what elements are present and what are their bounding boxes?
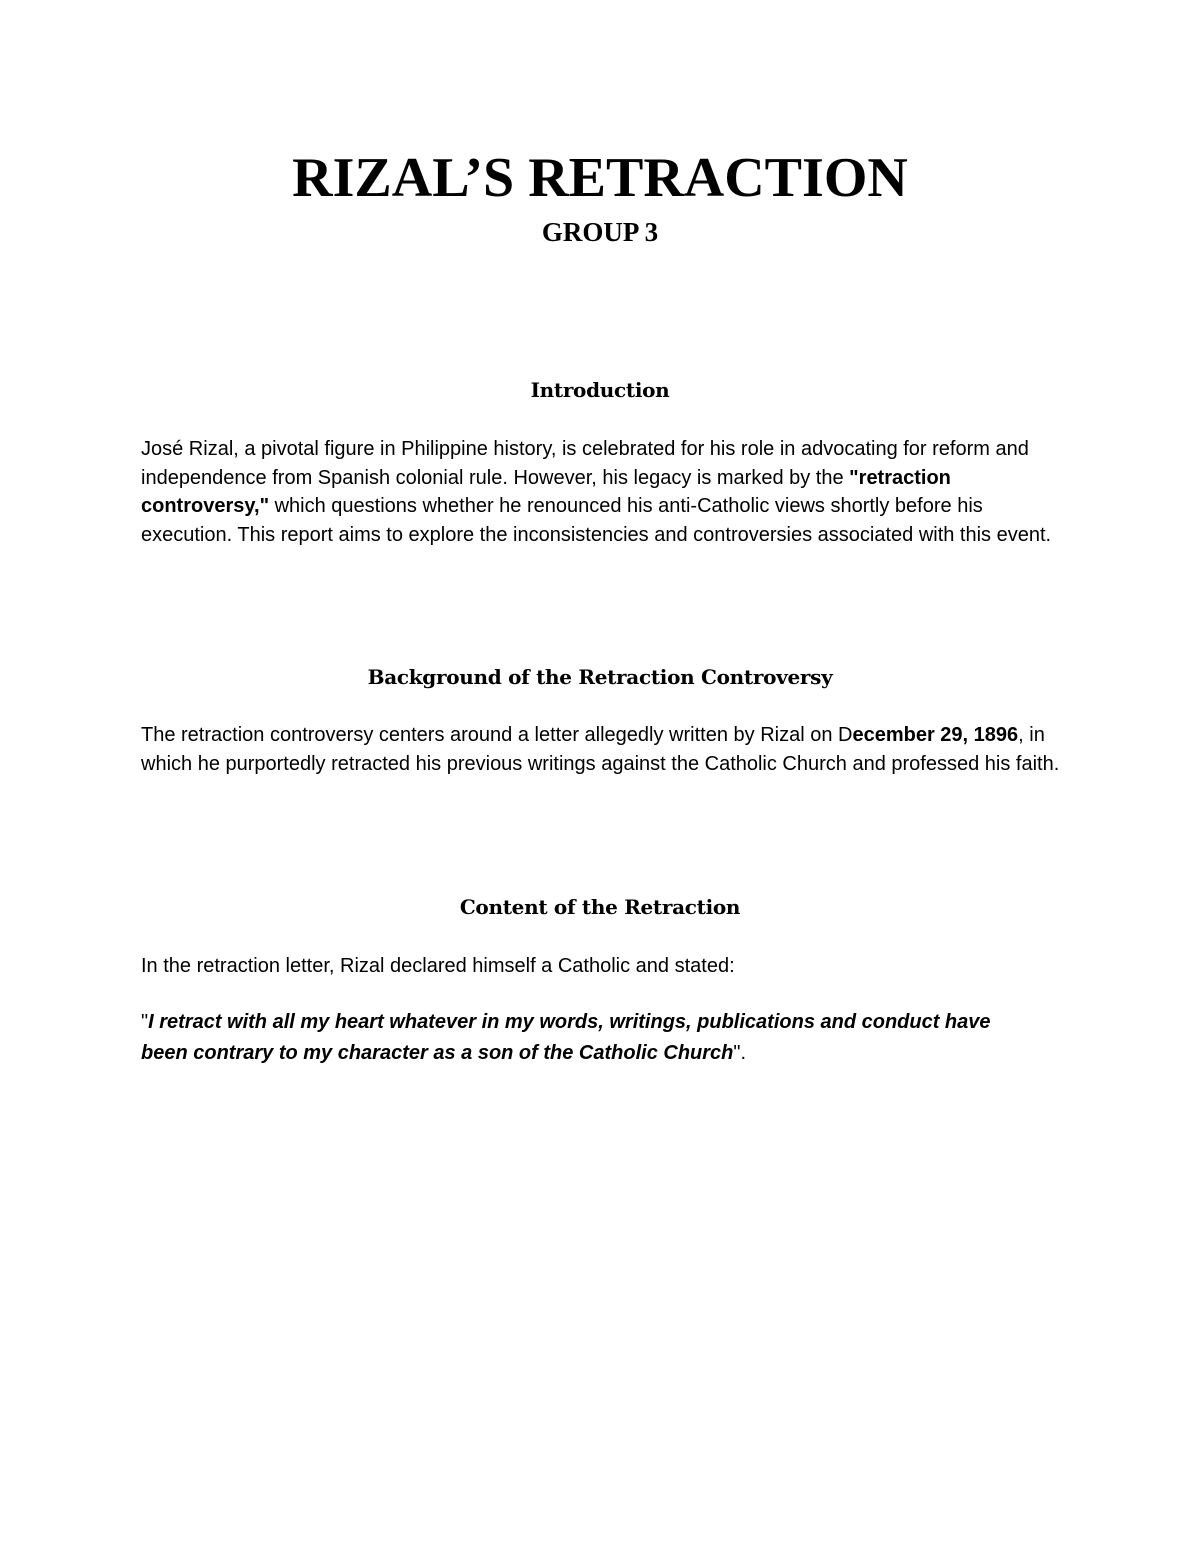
document-subtitle: GROUP 3 (541, 217, 659, 247)
quote-open-mark: " (141, 1011, 149, 1033)
quote-text: I retract with all my heart whatever in my words, writings, publications and conduct have been contrary to my character as a son of the Catholic Church (141, 1011, 991, 1064)
background-text-2: , in which he purportedly retracted his previous writings against the Catholic Church and professed his faith. (141, 724, 1060, 775)
quote-close-mark: ". (733, 1042, 747, 1064)
background-heading: Background of the Retraction Controversy (367, 665, 833, 689)
introduction-text-1: José Rizal, a pivotal figure in Philippine history, is celebrated for his role in advocating for reform and independence from Spanish colonial rule. However, his legacy is marked by the (141, 438, 1029, 489)
introduction-paragraph (141, 435, 1071, 549)
background-bold-date: ecember 29, 1896 (852, 724, 1019, 746)
background-text-1: The retraction controversy centers around a letter allegedly written by Rizal on D (141, 724, 853, 746)
retraction-quote (141, 1007, 1041, 1069)
background-paragraph (141, 721, 1071, 778)
document-title: RIZAL’S RETRACTION (292, 147, 908, 209)
introduction-heading: Introduction (530, 378, 670, 402)
content-intro: In the retraction letter, Rizal declared himself a Catholic and stated: (141, 955, 735, 977)
content-heading: Content of the Retraction (459, 895, 741, 919)
introduction-text-2: which questions whether he renounced his anti-Catholic views shortly before his execution. This report aims to explore the inconsistencies and controversies associated with this event. (141, 495, 1052, 546)
introduction-bold-term: "retraction controversy," (141, 466, 951, 517)
